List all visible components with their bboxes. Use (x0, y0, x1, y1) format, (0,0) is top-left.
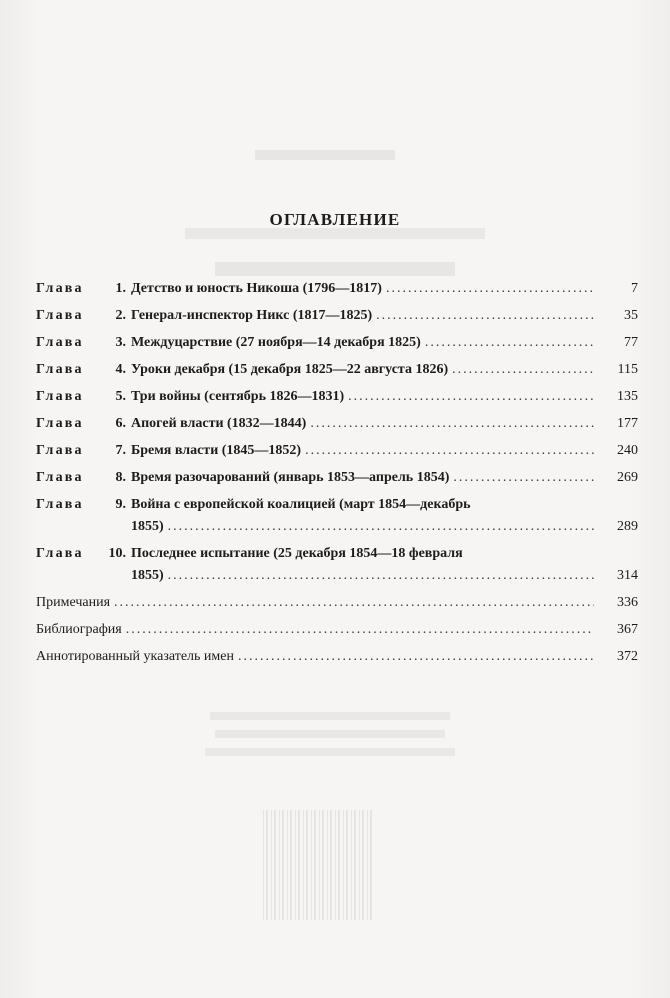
appendix-title: Примечания (36, 595, 111, 610)
page-number: 177 (617, 416, 638, 431)
chapter-label: Глава (36, 443, 84, 458)
toc-entry-chapter-3[interactable] (36, 332, 638, 354)
chapter-title: Бремя власти (1845—1852) (131, 443, 302, 458)
chapter-number: 2. (115, 308, 126, 323)
dot-leader (310, 413, 594, 435)
appendix-title: Библиография (36, 622, 122, 637)
chapter-label: Глава (36, 497, 84, 512)
chapter-label: Глава (36, 470, 84, 485)
toc-entry-chapter-5[interactable] (36, 386, 638, 408)
page-number: 314 (617, 568, 638, 583)
chapter-title: Война с европейской коалицией (март 1854—декабрь (131, 497, 471, 512)
bleed-through-mark (215, 730, 445, 738)
page-number: 35 (624, 308, 638, 323)
chapter-title: Междуцарствие (27 ноября—14 декабря 1825) (131, 335, 421, 350)
page-number: 77 (624, 335, 638, 350)
page-number: 372 (617, 649, 638, 664)
dot-leader (348, 386, 594, 408)
dot-leader (238, 646, 594, 668)
chapter-title: Генерал-инспектор Никс (1817—1825) (131, 308, 373, 323)
dot-leader (126, 619, 594, 641)
toc-entry-chapter-4[interactable] (36, 359, 638, 381)
chapter-label: Глава (36, 416, 84, 431)
toc-entry-chapter-8[interactable] (36, 467, 638, 489)
dot-leader (168, 565, 594, 587)
dot-leader (114, 592, 594, 614)
page-number: 336 (617, 595, 638, 610)
toc-entry-bibliography[interactable] (36, 619, 638, 641)
dot-leader (168, 516, 594, 538)
toc-entry-chapter-1[interactable] (36, 278, 638, 300)
page-number: 367 (617, 622, 638, 637)
chapter-number: 8. (115, 470, 126, 485)
toc-entry-notes[interactable] (36, 592, 638, 614)
page-number: 115 (617, 362, 638, 377)
chapter-title: Три войны (сентябрь 1826—1831) (131, 389, 345, 404)
chapter-title: Апогей власти (1832—1844) (131, 416, 307, 431)
chapter-title: Время разочарований (январь 1853—апрель 1854) (131, 470, 450, 485)
chapter-label: Глава (36, 308, 84, 323)
page-title: ОГЛАВЛЕНИЕ (269, 210, 401, 229)
dot-leader (376, 305, 594, 327)
chapter-number: 6. (115, 416, 126, 431)
toc-entry-name-index[interactable] (36, 646, 638, 668)
chapter-number: 9. (115, 497, 126, 512)
chapter-title: Уроки декабря (15 декабря 1825—22 августа 1826) (131, 362, 449, 377)
chapter-title: Последнее испытание (25 декабря 1854—18 февраля (131, 546, 463, 561)
chapter-number: 10. (108, 546, 126, 561)
chapter-label: Глава (36, 389, 84, 404)
chapter-label: Глава (36, 335, 84, 350)
page-number: 269 (617, 470, 638, 485)
bleed-through-mark (210, 712, 450, 720)
chapter-number: 3. (115, 335, 126, 350)
dot-leader (453, 467, 594, 489)
chapter-number: 1. (115, 281, 126, 296)
dot-leader (425, 332, 594, 354)
chapter-number: 7. (115, 443, 126, 458)
toc-entry-chapter-9[interactable] (36, 494, 638, 538)
bleed-through-mark (215, 262, 455, 276)
chapter-number: 4. (115, 362, 126, 377)
page-number: 7 (631, 281, 638, 296)
toc-entry-chapter-7[interactable] (36, 440, 638, 462)
page-number: 289 (617, 519, 638, 534)
chapter-title-continuation: 1855) (131, 519, 164, 534)
toc-entry-chapter-6[interactable] (36, 413, 638, 435)
chapter-label: Глава (36, 362, 84, 377)
bleed-through-mark (205, 748, 455, 756)
chapter-label: Глава (36, 281, 84, 296)
page-number: 240 (617, 443, 638, 458)
chapter-number: 5. (115, 389, 126, 404)
chapter-title-continuation: 1855) (131, 568, 164, 583)
page-number: 135 (617, 389, 638, 404)
appendix-title: Аннотированный указатель имен (36, 649, 234, 664)
chapter-label: Глава (36, 546, 84, 561)
toc-entry-chapter-10[interactable] (36, 543, 638, 587)
dot-leader (452, 359, 594, 381)
bleed-through-mark (255, 150, 395, 160)
bleed-through-barcode (262, 810, 372, 920)
dot-leader (305, 440, 594, 462)
chapter-title: Детство и юность Никоша (1796—1817) (131, 281, 382, 296)
dot-leader (386, 278, 594, 300)
table-of-contents (36, 278, 638, 673)
toc-entry-chapter-2[interactable] (36, 305, 638, 327)
